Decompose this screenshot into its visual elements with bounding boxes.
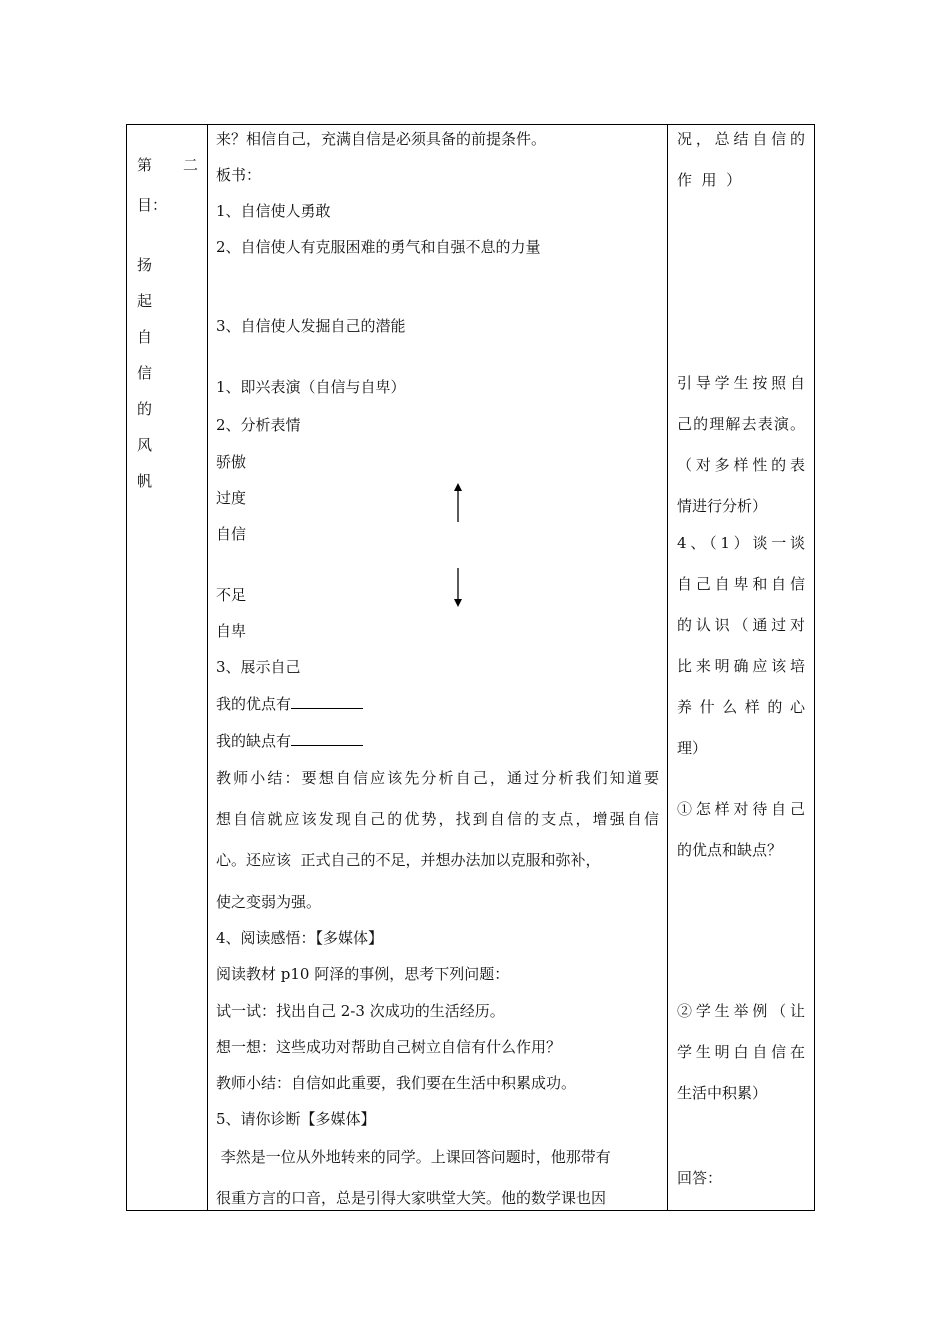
content-line: 心。还应该 正式自己的不足，并想办法加以克服和弥补，: [216, 851, 601, 869]
weaknesses-label: 我的缺点有: [216, 732, 292, 750]
note-line: 生活中积累）: [677, 1084, 768, 1102]
note-line: 的认识（通过对: [677, 616, 805, 634]
note-line: 4、（1）谈一谈: [677, 534, 805, 552]
note-line: ②学生举例（让: [677, 1002, 805, 1020]
note-line: 作 用 ）: [677, 171, 742, 189]
content-line: 阅读教材 p10 阿泽的事例，思考下列问题：: [216, 965, 510, 983]
section-title-char: 起: [137, 292, 153, 310]
section-label: 二: [183, 156, 199, 174]
content-line: [216, 731, 363, 751]
content-line: 试一试：找出自己 2-3 次成功的生活经历。: [216, 1002, 505, 1020]
note-line: 情进行分析）: [677, 497, 768, 515]
note-line: 比来明确应该培: [677, 657, 805, 675]
content-line: 来？相信自己，充满自信是必须具备的前提条件。: [216, 130, 547, 148]
fill-in-blank: [291, 694, 363, 709]
section-title-char: 风: [137, 436, 153, 454]
content-line: 4、阅读感悟：【多媒体】: [216, 929, 384, 947]
content-line: 自卑: [216, 622, 247, 640]
content-line: 2、自信使人有克服困难的勇气和自强不息的力量: [216, 238, 541, 256]
section-title-column: [127, 125, 208, 1210]
section-label: 第: [137, 156, 153, 174]
content-line: 3、自信使人发掘自己的潜能: [216, 317, 406, 335]
section-title-char: 扬: [137, 256, 153, 274]
content-line: 5、请你诊断【多媒体】: [216, 1110, 376, 1128]
note-line: 理）: [677, 739, 708, 757]
content-line: 不足: [216, 586, 247, 604]
note-line: ①怎样对待自己: [677, 800, 805, 818]
section-label: 目：: [137, 196, 168, 214]
content-line: 想一想：这些成功对帮助自己树立自信有什么作用？: [216, 1038, 562, 1056]
content-line: 3、展示自己: [216, 658, 301, 676]
note-line: 己的理解去表演。: [677, 415, 805, 433]
content-line: 板书：: [216, 166, 262, 184]
note-line: 的优点和缺点？: [677, 841, 783, 859]
note-line: 学生明白自信在: [677, 1043, 805, 1061]
section-title-char: 信: [137, 364, 153, 382]
section-title-char: 帆: [137, 472, 153, 490]
strengths-label: 我的优点有: [216, 695, 292, 713]
note-line: 况，总结自信的: [677, 130, 805, 148]
content-line: 自信: [216, 525, 247, 543]
section-title-char: 自: [137, 328, 153, 346]
note-line: 养什么样的心: [677, 698, 805, 716]
content-line: 2、分析表情: [216, 416, 301, 434]
content-line: 李然是一位从外地转来的同学。上课回答问题时，他那带有: [216, 1148, 611, 1166]
content-line: 教师小结：自信如此重要，我们要在生活中积累成功。: [216, 1074, 577, 1092]
note-line: 引导学生按照自: [677, 374, 805, 392]
lesson-plan-table: [126, 124, 815, 1211]
note-line: （对多样性的表: [677, 456, 805, 474]
note-line: 回答：: [677, 1169, 723, 1187]
teaching-content-column: [208, 125, 668, 1210]
content-line: [216, 694, 363, 714]
section-title-char: 的: [137, 400, 153, 418]
design-intent-column: [668, 125, 816, 1210]
content-line: 1、自信使人勇敢: [216, 202, 331, 220]
content-line: 使之变弱为强。: [216, 893, 322, 911]
content-line: 想自信就应该发现自己的优势，找到自信的支点，增强自信: [216, 810, 659, 828]
note-line: 自己自卑和自信: [677, 575, 805, 593]
content-line: 很重方言的口音，总是引得大家哄堂大笑。他的数学课也因: [216, 1189, 607, 1207]
content-line: 1、即兴表演（自信与自卑）: [216, 378, 406, 396]
content-line: 骄傲: [216, 453, 247, 471]
fill-in-blank: [291, 731, 363, 746]
content-line: 过度: [216, 489, 247, 507]
content-line: 教师小结：要想自信应该先分析自己，通过分析我们知道要: [216, 769, 659, 787]
